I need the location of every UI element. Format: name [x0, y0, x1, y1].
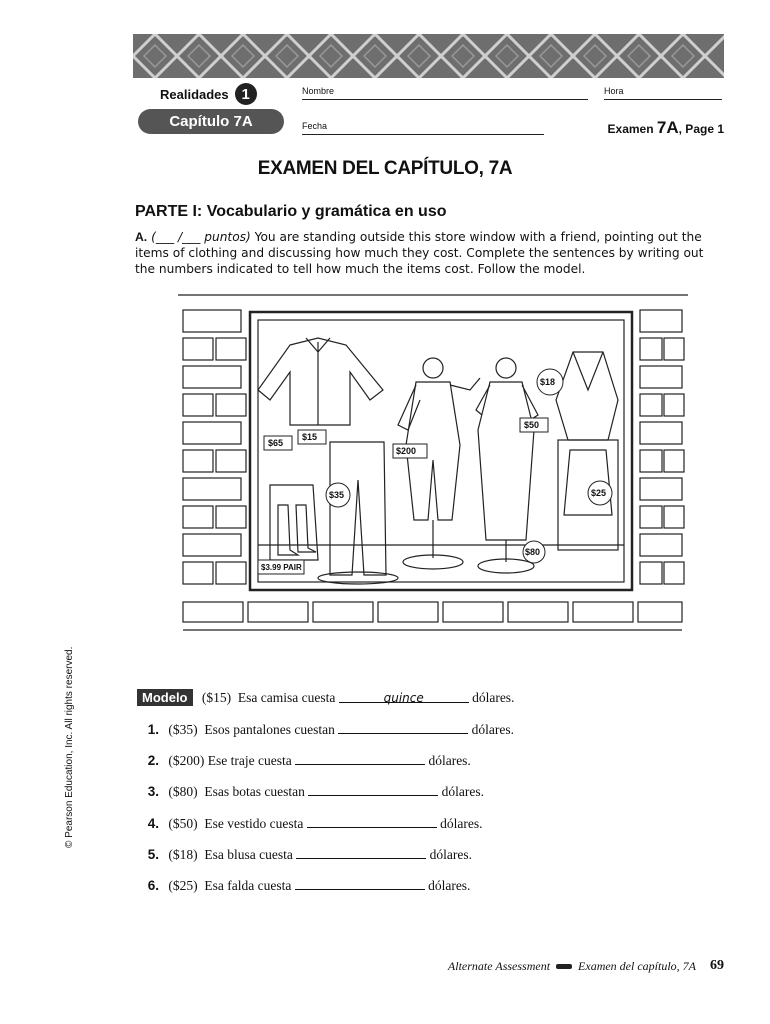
item-number: 4. [147, 816, 159, 831]
price-tag-socks [258, 560, 304, 574]
answer-blank-2[interactable] [295, 752, 425, 765]
woman-mannequin-drawing [476, 358, 541, 573]
store-window-illustration [178, 290, 688, 642]
hora-label: Hora [604, 86, 624, 96]
price-tag-shirt [298, 430, 326, 444]
price-tag-pants [326, 483, 350, 507]
item-after: dólares. [429, 847, 472, 862]
man-mannequin-drawing [398, 358, 480, 569]
item-before: Esas botas cuestan [204, 784, 305, 799]
item-after: dólares. [428, 753, 471, 768]
item-before: Esa blusa cuesta [204, 847, 293, 862]
item-price: ($80) [168, 784, 198, 799]
footer-separator [556, 964, 572, 969]
footer-right: Examen del capítulo, 7A [578, 958, 696, 973]
item-price: ($25) [168, 878, 198, 893]
model-after: dólares. [472, 690, 515, 705]
item-after: dólares. [428, 878, 471, 893]
page-footer [448, 958, 724, 974]
item-number: 3. [147, 784, 159, 799]
right-brick-wall [640, 310, 684, 584]
blouse-drawing [556, 352, 618, 440]
exercise-item [137, 721, 514, 738]
nombre-label: Nombre [302, 86, 335, 96]
item-price: ($50) [168, 816, 198, 831]
exercise-item [137, 877, 470, 894]
left-brick-wall [183, 310, 246, 584]
bottom-brick-wall [183, 602, 682, 630]
item-after: dólares. [441, 784, 484, 799]
series-level-badge: 1 [235, 83, 257, 105]
price-tag-dress-label: $50 [524, 420, 540, 430]
price-tag-pants-label: $35 [329, 490, 345, 500]
exam-prefix: Examen [607, 122, 654, 136]
boots-drawing [270, 485, 318, 560]
price-tag-woman-boots-label: $80 [525, 547, 541, 557]
item-price: ($35) [168, 722, 198, 737]
price-tag-boots [264, 436, 292, 450]
answer-blank-6[interactable] [295, 877, 425, 890]
price-tag-dress [520, 418, 548, 432]
item-before: Esos pantalones cuestan [204, 722, 335, 737]
item-number: 1. [147, 722, 159, 737]
exam-page: , Page 1 [678, 122, 724, 136]
model-price: ($15) [201, 690, 232, 705]
item-price: ($18) [168, 847, 198, 862]
answer-blank-4[interactable] [307, 815, 437, 828]
item-after: dólares. [440, 816, 483, 831]
footer-left: Alternate Assessment [447, 958, 551, 973]
nombre-field[interactable] [302, 86, 588, 100]
series-label [160, 83, 257, 105]
modelo-tag: Modelo [137, 689, 193, 706]
exercise-item [137, 815, 482, 832]
hora-field[interactable] [604, 86, 722, 100]
page-number: 69 [710, 958, 724, 973]
header-banner [133, 34, 724, 78]
chapter-badge: Capítulo 7A [138, 109, 284, 134]
fecha-label: Fecha [302, 121, 328, 131]
model-before: Esa camisa cuesta [237, 690, 336, 705]
shirt-drawing [258, 338, 383, 425]
copyright-credit: © Pearson Education, Inc. All rights reserved. [64, 646, 75, 848]
price-tag-suit-label: $200 [396, 446, 417, 456]
answer-blank-1[interactable] [338, 721, 468, 734]
model-sentence [137, 690, 514, 706]
item-before: Ese traje cuesta [207, 753, 292, 768]
item-after: dólares. [471, 722, 514, 737]
item-price: ($200) [168, 753, 205, 768]
price-tag-socks-label: $3.99 PAIR [261, 563, 302, 572]
part-letter: A. [135, 230, 148, 244]
item-number: 2. [147, 753, 159, 768]
instructions [135, 229, 720, 277]
fecha-field[interactable] [302, 121, 544, 135]
item-before: Ese vestido cuesta [204, 816, 304, 831]
model-answer: quince [383, 691, 424, 705]
exam-code: 7A [656, 118, 679, 137]
price-tag-shirt-label: $15 [302, 432, 318, 442]
series-name: Realidades [160, 86, 229, 102]
page-title: EXAMEN DEL CAPÍTULO, 7A [257, 158, 513, 179]
item-before: Esa falda cuesta [204, 878, 292, 893]
section-heading: PARTE I: Vocabulario y gramática en uso [135, 203, 447, 220]
item-number: 6. [147, 878, 159, 893]
model-answer-blank [339, 690, 469, 703]
price-tag-woman-boots [523, 541, 545, 563]
price-tag-suit [393, 444, 427, 458]
price-tag-skirt-label: $25 [591, 488, 607, 498]
exam-reference [608, 118, 724, 138]
exercise-item [137, 752, 471, 769]
price-tag-blouse [537, 369, 563, 395]
price-tag-skirt [588, 481, 612, 505]
instructions-text: You are standing outside this store window with a friend, pointing out the items of clothing and discussing how much they cost. Complete the sentences by writing out the numbers indicated to tell how much the items cost. Follow the model. [135, 230, 704, 276]
pants-drawing [318, 442, 398, 584]
answer-blank-3[interactable] [308, 783, 438, 796]
item-number: 5. [147, 847, 159, 862]
price-tag-boots-label: $65 [268, 438, 284, 448]
exercise-item [137, 783, 484, 800]
points-box: (___ /___ puntos) [151, 230, 251, 244]
price-tag-blouse-label: $18 [540, 377, 556, 387]
answer-blank-5[interactable] [296, 846, 426, 859]
exercise-item [137, 846, 472, 863]
